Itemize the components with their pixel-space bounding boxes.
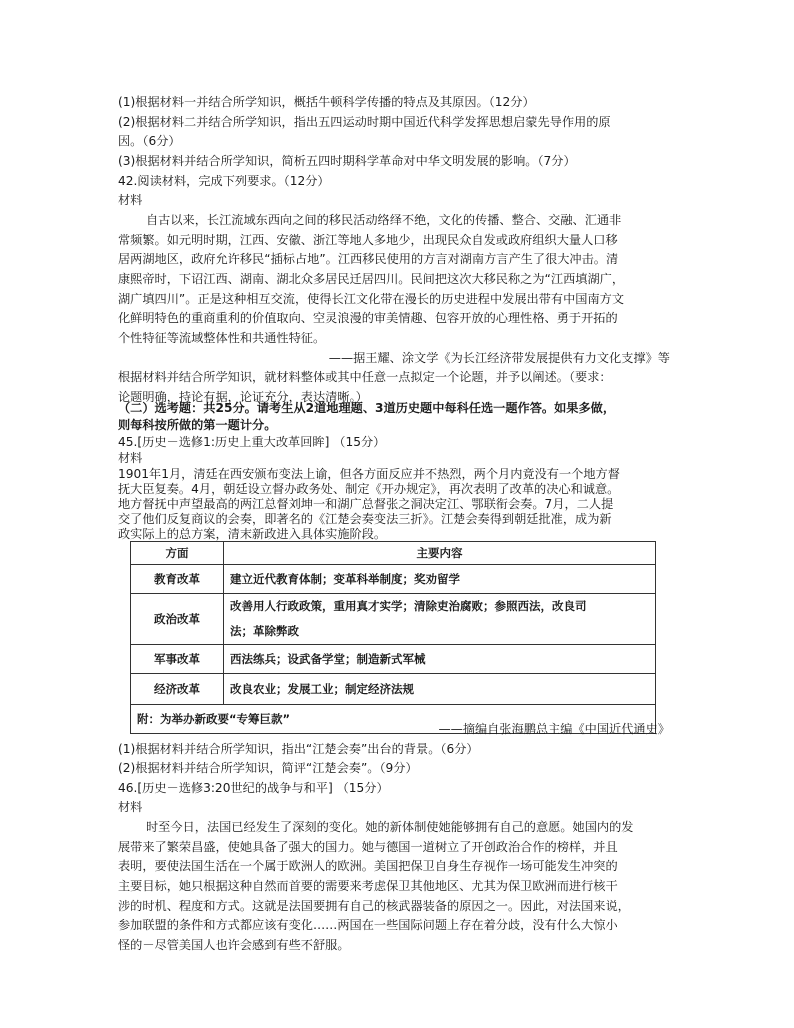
q46-para-line: 参加联盟的条件和方式都应该有变化……两国在一些国际问题上存在着分歧，没有什么大惊小 [118,918,618,932]
q42-para-line: 常频繁。如元明时期，江西、安徽、浙江等地人多地少，出现民众自发或政府组织大量人口移 [118,233,618,247]
q46-para-line: 主要目标，她只根据这种自然而首要的需要来考虑保卫其他地区、尤其为保卫欧洲而进行核干 [118,879,618,893]
q45-para-line: 抚大臣复奏。4月，朝廷设立督办政务处、制定《开办规定》，再次表明了改革的决心和诚意。 [118,482,620,496]
q45-material-label: 材料 [118,451,143,465]
q42-task-line2: 论题明确，持论有据，论证充分，表达清晰。） [118,390,368,404]
q41-sub3: (3)根据材料并结合所学知识，简析五四时期科学革命对中华文明发展的影响。（7分） [118,154,576,168]
table-cell-aspect: 政治改革 [131,594,224,645]
table-cell-aspect: 军事改革 [131,645,224,674]
q45-para-line: 政实际上的总方案，清末新政进入具体实施阶段。 [118,527,387,541]
q42-para-line: 个性特征等流域整体性和共通性特征。 [118,331,326,345]
q45-source: ——摘编自张海鹏总主编《中国近代通史》 [438,722,670,736]
q42-material-label: 材料 [118,193,143,207]
table-cell-content [224,594,656,645]
q45-para-line: 1901年1月，清廷在西安颁布变法上谕，但各方面反应并不热烈，两个月内竟没有一个地方督 [118,467,620,481]
table-row [131,674,656,705]
table-cell-content: 西法练兵；设武备学堂；制造新式军械 [224,645,656,674]
q46-para-line: 展带来了繁荣昌盛，使她具备了强大的国力。她与德国一道树立了开创政治合作的榜样，并且 [118,840,618,854]
q45-para-line: 交了他们反复商议的会奏，即著名的《江楚会奏变法三折》。江楚会奏得到朝廷批准，成为新 [118,512,612,526]
table-cell-content: 改良农业；发展工业；制定经济法规 [224,674,656,705]
table-cell-aspect: 经济改革 [131,674,224,705]
table-cell-content: 建立近代教育体制；变革科举制度；奖劝留学 [224,565,656,594]
q41-sub1: (1)根据材料一并结合所学知识，概括牛顿科学传播的特点及其原因。（12分） [118,95,535,109]
q41-sub2-line2: 因。（6分） [118,134,181,148]
table-header-row [131,542,656,565]
q42-para-line: 湖广填四川”。正是这种相互交流，使得长江文化带在漫长的历史进程中发展出带有中国南方文 [118,292,625,306]
q45-para-line: 地方督抚中声望最高的两江总督刘坤一和湖广总督张之洞决定江、鄂联衔会奏。7月，二人提 [118,497,614,511]
table-cell-aspect: 教育改革 [131,565,224,594]
reform-table [130,541,656,734]
table-row [131,645,656,674]
table-footnote: 附：为举办新政要“专筹巨款” [131,705,656,734]
q42-para-line: 化鲜明特色的重商重利的价值取向、空灵浪漫的审美情趣、包容开放的心理性格、勇于开拓的 [118,311,618,325]
q46-para-line: 时至今日，法国已经发生了深刻的变化。她的新体制使她能够拥有自己的意愿。她国内的发 [146,820,634,834]
q46-para-line: 表明，要使法国生活在一个属于欧洲人的欧洲。美国把保卫自身生存视作一场可能发生冲突的 [118,859,618,873]
q46-material-label: 材料 [118,800,143,814]
section2-line1: （二）选考题：共25分。请考生从2道地理题、3道历史题中每科任选一题作答。如果多做， [118,401,616,415]
section2-line2: 则每科按所做的第一题计分。 [118,418,277,432]
q45-sub1: (1)根据材料并结合所学知识，指出“江楚会奏”出台的背景。（6分） [118,742,479,756]
q42-task-line1: 根据材料并结合所学知识，就材料整体或其中任意一点拟定一个论题，并予以阐述。（要求： [118,370,612,384]
q42-source: ——据王耀、涂文学《为长江经济带发展提供有力文化支撑》等 [328,351,670,365]
q42-para-line: 自古以来，长江流域东西向之间的移民活动络绎不绝，文化的传播、整合、交融、汇通非 [146,213,622,227]
q41-sub2-line1: (2)根据材料二并结合所学知识，指出五四运动时期中国近代科学发挥思想启蒙先导作用的原 [118,115,611,129]
table-cell-content-line2: 法；革除弊政 [230,624,299,638]
table-cell-content-line1: 改善用人行政政策，重用真才实学；清除吏治腐败；参照西法，改良司 [230,599,587,613]
q46-para-line: 怪的－尽管美国人也许会感到有些不舒服。 [118,938,350,952]
q45-sub2: (2)根据材料并结合所学知识，简评“江楚会奏”。（9分） [118,761,418,775]
q46-heading: 46.[历史－选修3:20世纪的战争与和平] （15分） [118,781,389,795]
table-row [131,565,656,594]
q42-para-line: 居两湖地区，政府允许移民“插标占地”。江西移民使用的方言对湖南方言产生了很大冲击。清 [118,252,619,266]
table-header-aspect: 方面 [131,542,224,565]
q46-para-line: 涉的时机、程度和方式。这就是法国要拥有自己的核武器装备的原因之一。因此，对法国来说， [118,899,630,913]
q45-heading: 45.[历史－选修1:历史上重大改革回眸] （15分） [118,435,386,449]
table-header-content: 主要内容 [224,542,656,565]
q42-heading: 42.阅读材料，完成下列要求。（12分） [118,174,330,188]
q42-para-line: 康熙帝时，下诏江西、湖南、湖北众多居民迁居四川。民间把这次大移民称之为“江西填湖广， [118,272,625,286]
table-row [131,594,656,645]
